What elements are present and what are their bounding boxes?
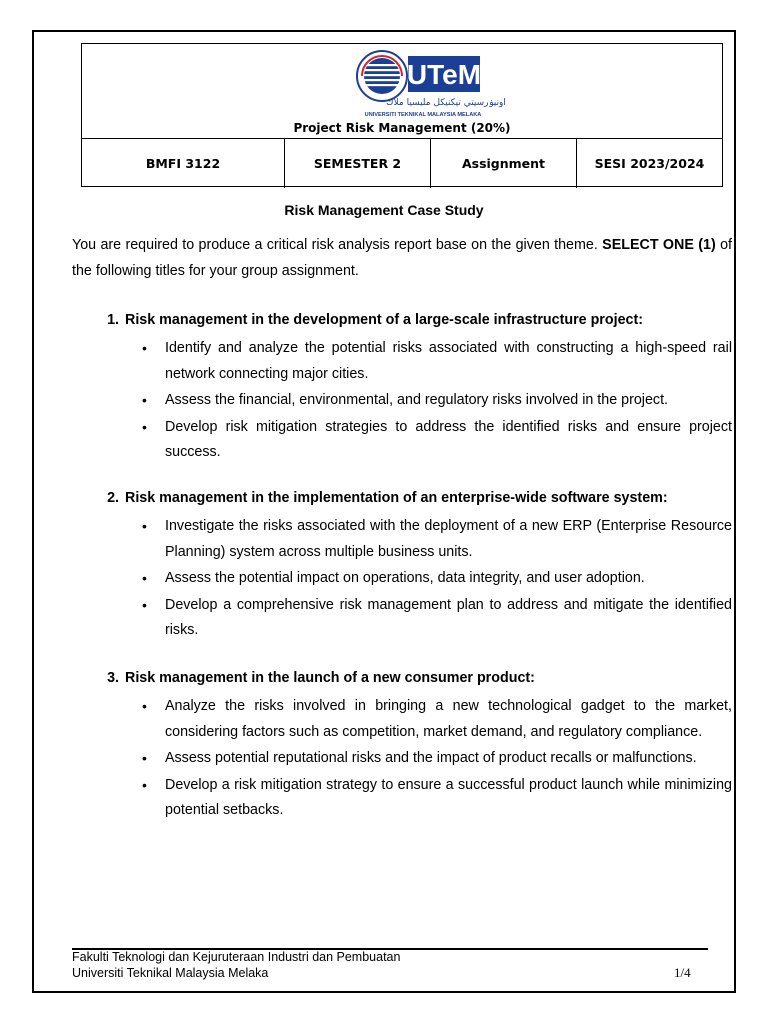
bullet-text: Investigate the risks associated with the deployment of a new ERP (Enterprise Resource Planning) system across multiple business units.: [165, 518, 732, 560]
semester-cell: SEMESTER 2: [284, 139, 430, 188]
bullet-icon: •: [142, 518, 147, 534]
bullet-text: Assess the financial, environmental, and regulatory risks involved in the project.: [165, 392, 669, 408]
list-item: [72, 566, 732, 592]
list-item: [72, 593, 732, 644]
section-number: 3.: [107, 670, 119, 686]
intro-text-end: of the following titles for your group assignment.: [72, 237, 732, 279]
bullet-text: Identify and analyze the potential risks associated with constructing a high-speed rail network connecting major cities.: [165, 340, 732, 382]
logo-wordmark: UTeM: [406, 59, 482, 90]
course-code-cell: BMFI 3122: [145, 156, 221, 171]
logo-university-name: UNIVERSITI TEKNIKAL MALAYSIA MELAKA: [364, 112, 482, 118]
bullet-icon: •: [142, 340, 147, 356]
bullet-list: [72, 336, 732, 466]
bullet-icon: •: [142, 750, 147, 766]
utem-logo: [348, 46, 506, 118]
bullet-icon: •: [142, 776, 147, 793]
bullet-list: [72, 694, 732, 824]
footer-faculty: Fakulti Teknologi dan Kejuruteraan Industri dan Pembuatan: [72, 950, 401, 964]
university-seal-icon: [357, 51, 407, 101]
bullet-list: [72, 514, 732, 644]
bullet-text: Assess potential reputational risks and the impact of product recalls or malfunctions.: [165, 750, 697, 766]
list-item: [72, 415, 732, 466]
section-heading: [72, 310, 732, 330]
section-number: 1.: [107, 312, 119, 328]
bullet-text: Analyze the risks involved in bringing a new technological gadget to the market, considering factors such as competition, market demand, and regulatory compliance.: [165, 698, 732, 740]
bullet-text: Assess the potential impact on operations, data integrity, and user adoption.: [165, 570, 645, 586]
section-title: Risk management in the development of a large-scale infrastructure project:: [125, 312, 644, 328]
bullet-text: Develop a comprehensive risk management plan to address and mitigate the identified risks.: [165, 596, 732, 638]
course-info-row: [82, 138, 722, 188]
footer-university: Universiti Teknikal Malaysia Melaka: [72, 966, 269, 980]
intro-select-one: SELECT ONE: [602, 237, 694, 253]
bullet-text: Develop risk mitigation strategies to address the identified risks and ensure project success.: [165, 418, 732, 460]
session-cell: SESI 2023/2024: [576, 139, 722, 188]
bullet-icon: •: [142, 418, 147, 435]
list-item: [72, 514, 732, 565]
assignment-cell: Assignment: [430, 139, 576, 188]
section-heading: [72, 488, 732, 508]
section-3: [72, 668, 732, 825]
bullet-text: Develop a risk mitigation strategy to ensure a successful product launch while minimizing potential setbacks.: [165, 776, 732, 818]
bullet-icon: •: [142, 596, 147, 613]
section-heading: [72, 668, 732, 688]
header-table: [81, 43, 723, 187]
section-2: [72, 488, 732, 645]
header-logo-area: [82, 44, 722, 138]
intro-paragraph: [72, 232, 732, 284]
document-title: Risk Management Case Study: [284, 202, 484, 218]
list-item: [72, 773, 732, 824]
list-item: [72, 694, 732, 745]
bullet-icon: •: [142, 570, 147, 586]
logo-arabic-text: اونيۏرسيتي تيكنيكل مليسيا ملاك: [386, 98, 506, 108]
intro-text: You are required to produce a critical risk analysis report base on the given theme.: [72, 237, 598, 253]
course-title: Project Risk Management (20%): [293, 121, 511, 135]
section-title: Risk management in the launch of a new consumer product:: [125, 670, 535, 686]
section-number: 2.: [107, 490, 119, 506]
list-item: [72, 746, 732, 772]
list-item: [72, 336, 732, 387]
section-1: [72, 310, 732, 467]
bullet-icon: •: [142, 698, 147, 714]
page-number: 1/4: [674, 965, 691, 980]
list-item: [72, 388, 732, 414]
intro-count: (1): [698, 237, 716, 253]
section-title: Risk management in the implementation of an enterprise-wide software system:: [125, 490, 668, 506]
bullet-icon: •: [142, 392, 147, 408]
